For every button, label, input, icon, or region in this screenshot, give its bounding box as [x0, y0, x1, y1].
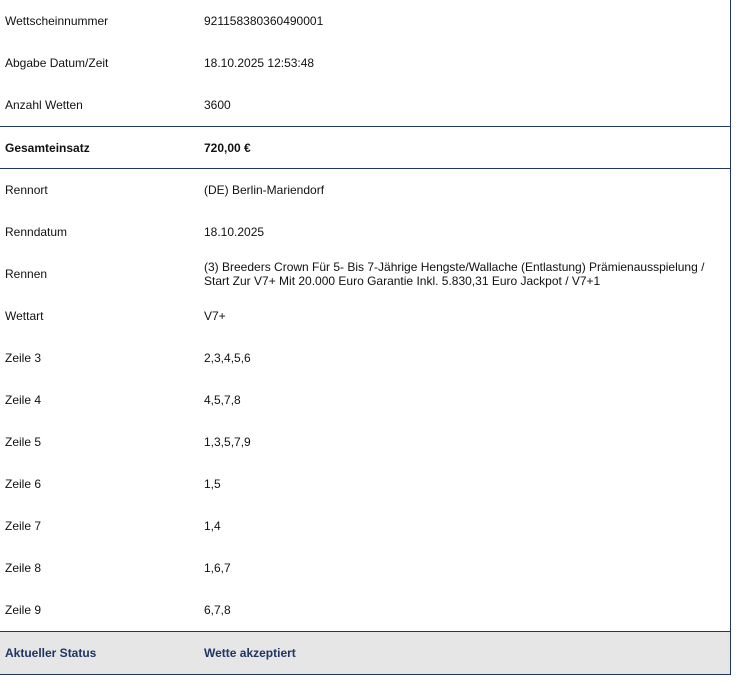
row-zeile-7: [0, 505, 730, 547]
row-label: Zeile 9: [5, 603, 42, 617]
row-label: Anzahl Wetten: [5, 98, 83, 112]
row-rennen: [0, 253, 730, 295]
row-wettscheinnummer: [0, 0, 730, 42]
row-anzahl-wetten: [0, 84, 730, 126]
row-value: 2,3,4,5,6: [204, 351, 251, 365]
row-zeile-6: [0, 463, 730, 505]
row-abgabe-datum-zeit: [0, 42, 730, 84]
row-zeile-9: [0, 589, 730, 631]
row-value: 1,6,7: [204, 561, 231, 575]
row-value: 1,3,5,7,9: [204, 435, 251, 449]
row-value: 6,7,8: [204, 603, 231, 617]
row-zeile-5: [0, 421, 730, 463]
row-label: Wettscheinnummer: [5, 14, 109, 28]
row-label: Gesamteinsatz: [5, 140, 90, 155]
row-value: V7+: [204, 309, 226, 323]
row-label: Renndatum: [5, 225, 68, 239]
row-label: Zeile 3: [5, 351, 42, 365]
row-value: (3) Breeders Crown Für 5- Bis 7-Jährige Hengste/Wallache (Entlastung) Prämienausspielung / Start Zur V7+ Mit 20.000 Euro Garantie Inkl. 5.830,31 Euro Jackpot / V7+1: [204, 260, 705, 288]
row-label: Zeile 6: [5, 477, 42, 491]
row-aktueller-status: [0, 631, 730, 675]
row-value: 3600: [204, 98, 231, 112]
row-value: 720,00 €: [204, 140, 251, 155]
row-zeile-4: [0, 379, 730, 421]
row-label: Wettart: [5, 309, 44, 323]
row-label: Zeile 5: [5, 435, 42, 449]
row-label: Rennen: [5, 267, 48, 281]
status-label: Aktueller Status: [5, 646, 97, 660]
row-value: (DE) Berlin-Mariendorf: [204, 183, 325, 197]
row-value: 4,5,7,8: [204, 393, 241, 407]
status-badge: Wette akzeptiert: [204, 646, 296, 660]
row-label: Zeile 7: [5, 519, 42, 533]
row-value: 1,4: [204, 519, 221, 533]
row-label: Zeile 8: [5, 561, 42, 575]
row-zeile-3: [0, 337, 730, 379]
row-value: 921158380360490001: [204, 14, 324, 28]
row-zeile-8: [0, 547, 730, 589]
row-label: Abgabe Datum/Zeit: [5, 56, 109, 70]
row-label: Rennort: [5, 183, 48, 197]
row-value: 18.10.2025 12:53:48: [204, 56, 315, 70]
row-label: Zeile 4: [5, 393, 42, 407]
row-value: 1,5: [204, 477, 221, 491]
row-wettart: [0, 295, 730, 337]
row-value: 18.10.2025: [204, 225, 265, 239]
row-gesamteinsatz: [0, 126, 730, 169]
row-rennort: [0, 169, 730, 211]
row-renndatum: [0, 211, 730, 253]
